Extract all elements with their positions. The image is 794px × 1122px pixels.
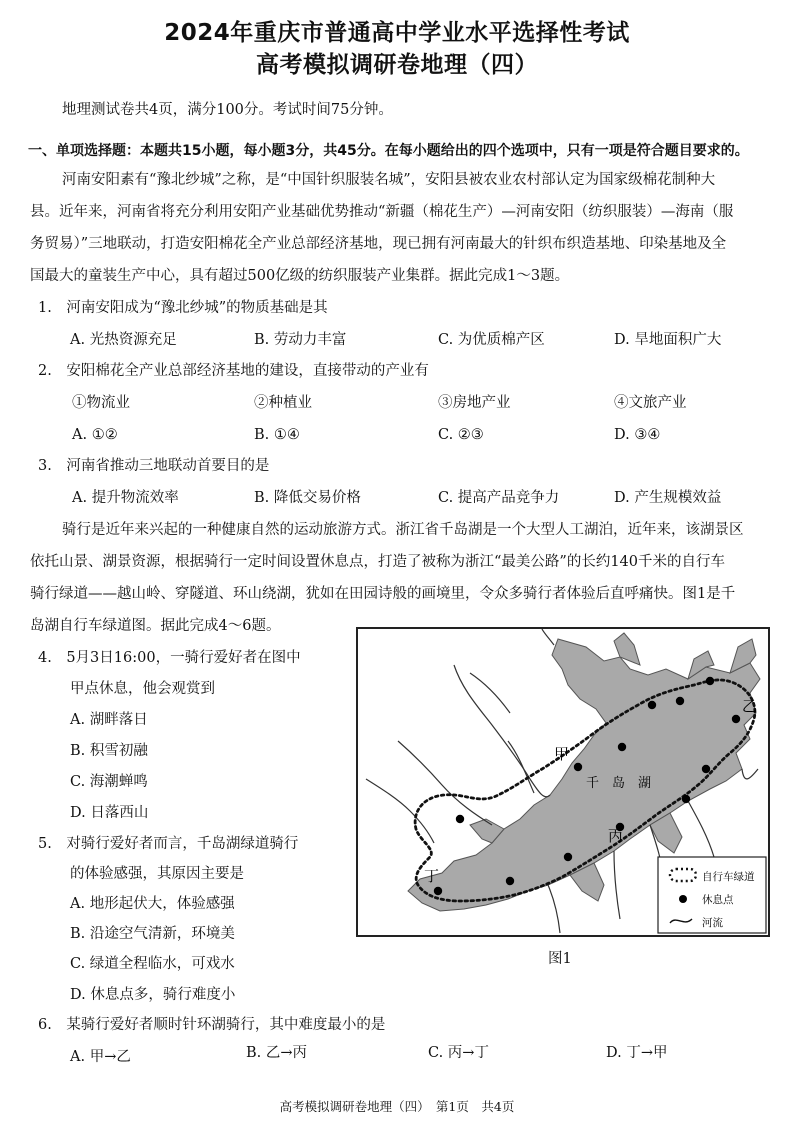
passage2-line: 骑行绿道——越山岭、穿隧道、环山绕湖，犹如在田园诗般的画境里，令众多骑行者体验后直呼痛快。图1是千	[30, 586, 736, 602]
q5-stem-continued: 的体验感强，其原因主要是	[70, 866, 244, 882]
q4-option-d[interactable]: D. 日落西山	[70, 805, 149, 821]
map-svg	[358, 629, 768, 935]
q1-option-d[interactable]: D. 旱地面积广大	[614, 332, 722, 348]
point-yi-label: 乙	[742, 697, 758, 715]
page-footer: 高考模拟调研卷地理（四） 第1页 共4页	[279, 1099, 515, 1114]
lake-name-label: 千 岛 湖	[586, 776, 652, 791]
q1-option-b[interactable]: B. 劳动力丰富	[254, 332, 347, 348]
q2-option-b[interactable]: B. ①④	[254, 427, 300, 443]
exam-info: 地理测试卷共4页，满分100分。考试时间75分钟。	[62, 102, 393, 118]
q3-option-a[interactable]: A. 提升物流效率	[72, 490, 179, 506]
q5-option-d[interactable]: D. 休息点多，骑行难度小	[70, 987, 236, 1003]
map-legend	[658, 857, 766, 933]
legend-greenway-label: 自行车绿道	[702, 871, 755, 883]
q1-stem: 1. 河南安阳成为“豫北纱城”的物质基础是其	[38, 300, 328, 316]
q6-option-c[interactable]: C. 丙→丁	[428, 1045, 489, 1061]
figure-caption: 图1	[548, 951, 572, 967]
section1-heading: 一、单项选择题：本题共15小题，每小题3分，共45分。在每小题给出的四个选项中，只有一项是符合题目要求的。	[28, 143, 749, 159]
point-bing-label: 丙	[608, 827, 624, 845]
q2-item-3: ③房地产业	[438, 395, 511, 411]
passage1-line: 务贸易）”三地联动，打造安阳棉花全产业总部经济基地，现已拥有河南最大的针织布织造基地、印染基地及全	[30, 236, 727, 252]
passage2-line: 依托山景、湖景资源，根据骑行一定时间设置休息点，打造了被称为浙江“最美公路”的长约140千米的自行车	[30, 554, 725, 570]
passage1-line: 国最大的童装生产中心，具有超过500亿级的纺织服装产业集群。据此完成1～3题。	[30, 268, 570, 284]
q1-option-a[interactable]: A. 光热资源充足	[70, 332, 177, 348]
q6-option-d[interactable]: D. 丁→甲	[606, 1045, 668, 1061]
q5-option-a[interactable]: A. 地形起伏大，体验感强	[70, 896, 235, 912]
q2-option-c[interactable]: C. ②③	[438, 427, 484, 443]
passage2-line: 岛湖自行车绿道图。据此完成4～6题。	[30, 618, 281, 634]
q5-option-c[interactable]: C. 绿道全程临水，可戏水	[70, 956, 235, 972]
q2-stem: 2. 安阳棉花全产业总部经济基地的建设，直接带动的产业有	[38, 363, 429, 379]
q2-option-a[interactable]: A. ①②	[72, 427, 118, 443]
qiandao-lake-map	[356, 627, 770, 937]
q4-option-b[interactable]: B. 积雪初融	[70, 743, 148, 759]
q6-option-a[interactable]: A. 甲→乙	[70, 1049, 131, 1065]
q2-item-1: ①物流业	[72, 395, 130, 411]
point-jia-label: 甲	[554, 745, 570, 763]
passage1-line: 河南安阳素有“豫北纱城”之称，是“中国针织服装名城”，安阳县被农业农村部认定为国家级棉花制种大	[62, 172, 716, 188]
q6-stem: 6. 某骑行爱好者顺时针环湖骑行，其中难度最小的是	[38, 1017, 386, 1033]
q4-option-c[interactable]: C. 海潮蝉鸣	[70, 774, 148, 790]
passage1-line: 县。近年来，河南省将充分利用安阳产业基础优势推动“新疆（棉花生产）—河南安阳（纺织服装）—海南（服	[30, 204, 734, 220]
passage2-line: 骑行是近年来兴起的一种健康自然的运动旅游方式。浙江省千岛湖是一个大型人工湖泊，近年来，该湖景区	[62, 522, 744, 538]
legend-rest-label: 休息点	[702, 894, 734, 906]
q2-item-4: ④文旅产业	[614, 395, 687, 411]
q2-option-d[interactable]: D. ③④	[614, 427, 661, 443]
q3-stem: 3. 河南省推动三地联动首要目的是	[38, 458, 270, 474]
q2-item-2: ②种植业	[254, 395, 312, 411]
point-ding-label: 丁	[424, 867, 440, 885]
exam-title-line1: 2024年重庆市普通高中学业水平选择性考试	[164, 20, 630, 46]
q5-stem: 5. 对骑行爱好者而言，千岛湖绿道骑行	[38, 836, 299, 852]
legend-river-label: 河流	[702, 917, 723, 929]
q3-option-c[interactable]: C. 提高产品竞争力	[438, 490, 560, 506]
q5-option-b[interactable]: B. 沿途空气清新，环境美	[70, 926, 235, 942]
q6-option-b[interactable]: B. 乙→丙	[246, 1045, 308, 1061]
q3-option-b[interactable]: B. 降低交易价格	[254, 490, 361, 506]
exam-title-line2: 高考模拟调研卷地理（四）	[256, 52, 538, 78]
q1-option-c[interactable]: C. 为优质棉产区	[438, 332, 545, 348]
q3-option-d[interactable]: D. 产生规模效益	[614, 490, 722, 506]
q4-option-a[interactable]: A. 湖畔落日	[70, 712, 148, 728]
q4-stem: 4. 5月3日16:00，一骑行爱好者在图中	[38, 650, 301, 666]
q4-stem-continued: 甲点休息，他会观赏到	[70, 681, 215, 697]
